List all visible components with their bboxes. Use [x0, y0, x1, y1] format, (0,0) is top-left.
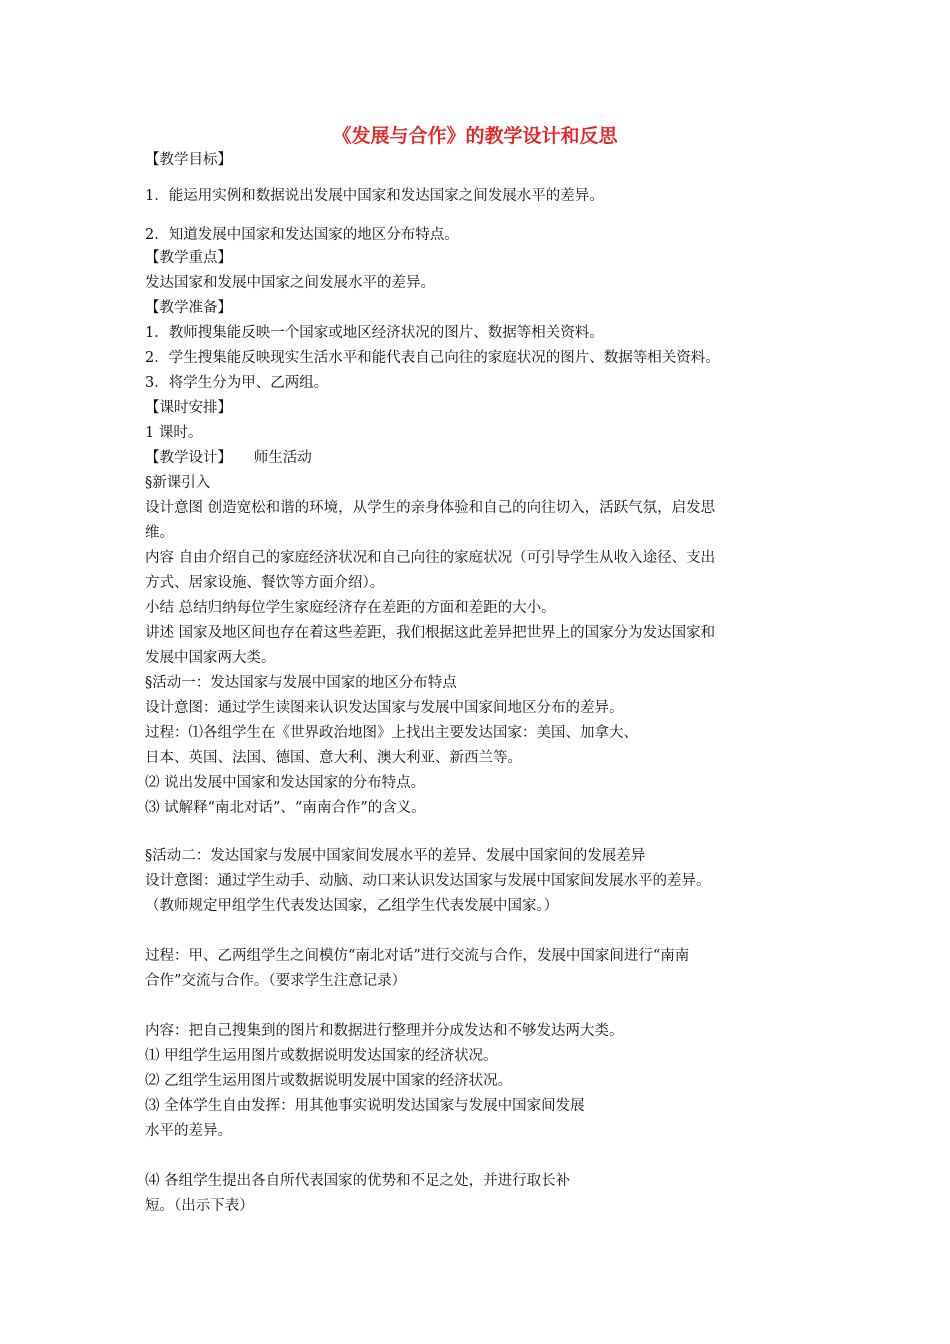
intro-intent-line-1: 设计意图 创造宽松和谐的环境，从学生的亲身体验和自己的向往切入，活跃气氛，启发思 — [145, 500, 716, 516]
activity-2-process-line-1: 过程：甲、乙两组学生之间模仿“南北对话”进行交流与合作，发展中国家间进行“南南 — [145, 948, 690, 964]
preparation-line-3: 3．将学生分为甲、乙两组。 — [145, 375, 329, 391]
intro-summary-line: 小结 总结归纳每位学生家庭经济存在差距的方面和差距的大小。 — [145, 600, 556, 616]
heading-design: 【教学设计】 师生活动 — [145, 450, 312, 466]
activity-1-step-3: ⑶ 试解释“南北对话”、“南南合作”的含义。 — [145, 800, 426, 816]
activity-1-process-line-2: 日本、英国、法国、德国、意大利、澳大利亚、新西兰等。 — [145, 750, 522, 766]
activity-2-intent-line-1: 设计意图：通过学生动手、动脑、动口来认识发达国家与发展中国家间发展水平的差异。 — [145, 873, 711, 889]
intro-content-line-2: 方式、居家设施、餐饮等方面介绍）。 — [145, 575, 385, 591]
preparation-line-2: 2．学生搜集能反映现实生活水平和能代表自己向往的家庭状况的图片、数据等相关资料。 — [145, 350, 720, 366]
activity-2-process-line-2: 合作”交流与合作。（要求学生注意记录） — [145, 973, 407, 989]
intro-intent-line-2: 维。 — [145, 525, 174, 541]
activity-1-intent-line: 设计意图：通过学生读图来认识发达国家与发展中国家间地区分布的差异。 — [145, 700, 624, 716]
activity-2-intent-line-2: （教师规定甲组学生代表发达国家，乙组学生代表发展中国家。） — [145, 898, 559, 914]
goal-line-1: 1．能运用实例和数据说出发展中国家和发达国家之间发展水平的差异。 — [145, 188, 604, 204]
heading-teaching-goals: 【教学目标】 — [145, 152, 232, 168]
activity-2-item-2: ⑵ 乙组学生运用图片或数据说明发展中国家的经济状况。 — [145, 1073, 513, 1089]
heading-preparation: 【教学准备】 — [145, 300, 232, 316]
section-activity-2: §活动二：发达国家与发展中国家间发展水平的差异、发展中国家间的发展差异 — [145, 848, 646, 864]
activity-2-content-line: 内容：把自己搜集到的图片和数据进行整理并分成发达和不够发达两大类。 — [145, 1023, 624, 1039]
section-intro: §新课引入 — [145, 475, 211, 491]
activity-2-item-4-line-2: 短。（出示下表） — [145, 1198, 254, 1214]
activity-1-process-line-1: 过程：⑴各组学生在《世界政治地图》上找出主要发达国家：美国、加拿大、 — [145, 725, 638, 741]
intro-content-line-1: 内容 自由介绍自己的家庭经济状况和自己向往的家庭状况（可引导学生从收入途径、支出 — [145, 550, 716, 566]
document-title: 《发展与合作》的教学设计和反思 — [332, 125, 618, 147]
activity-2-item-4-line-1: ⑷ 各组学生提出各自所代表国家的优势和不足之处，并进行取长补 — [145, 1173, 571, 1189]
preparation-line-1: 1．教师搜集能反映一个国家或地区经济状况的图片、数据等相关资料。 — [145, 325, 604, 341]
goal-line-2: 2．知道发展中国家和发达国家的地区分布特点。 — [145, 227, 459, 243]
activity-2-item-3-line-2: 水平的差异。 — [145, 1123, 232, 1139]
intro-lecture-line-1: 讲述 国家及地区间也存在着这些差距，我们根据这此差异把世界上的国家分为发达国家和 — [145, 625, 716, 641]
activity-2-item-3-line-1: ⑶ 全体学生自由发挥：用其他事实说明发达国家与发展中国家间发展 — [145, 1098, 585, 1114]
heading-key-points: 【教学重点】 — [145, 250, 232, 266]
section-activity-1: §活动一：发达国家与发展中国家的地区分布特点 — [145, 675, 457, 691]
activity-2-item-1: ⑴ 甲组学生运用图片或数据说明发达国家的经济状况。 — [145, 1048, 498, 1064]
heading-schedule: 【课时安排】 — [145, 400, 232, 416]
intro-lecture-line-2: 发展中国家两大类。 — [145, 650, 276, 666]
key-point-line: 发达国家和发展中国家之间发展水平的差异。 — [145, 275, 435, 291]
schedule-line: 1 课时。 — [145, 425, 203, 441]
activity-1-step-2: ⑵ 说出发展中国家和发达国家的分布特点。 — [145, 775, 426, 791]
